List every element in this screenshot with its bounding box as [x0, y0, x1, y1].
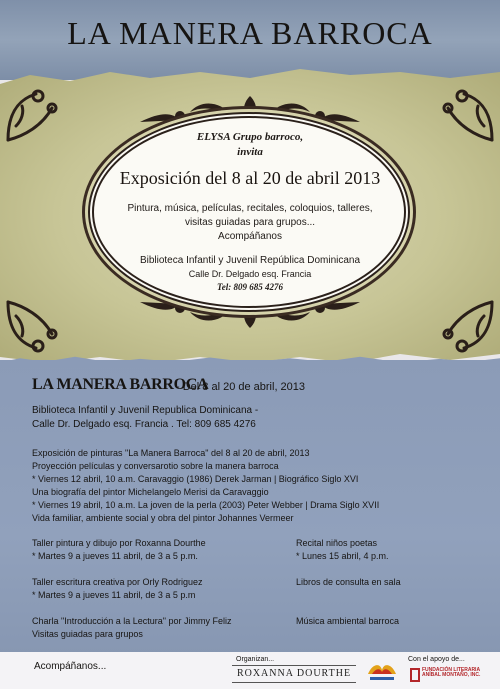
poster-title: LA MANERA BARROCA	[67, 15, 433, 51]
reading-talk: Charla "Introducción a la Lectura" por Jimmy Feliz	[32, 616, 232, 626]
program-dates: - Del 8 al 20 de abril, 2013	[176, 381, 306, 393]
program-line: Exposición de pinturas "La Manera Barroca" del 8 al 20 de abril, 2013	[32, 448, 310, 458]
program-address-line-2: Calle Dr. Delgado esq. Francia . Tel: 809 685 4276	[32, 419, 256, 430]
painting-workshop: Taller pintura y dibujo por Roxanna Dourthe	[32, 538, 206, 548]
flourish-bottom-left-icon	[2, 296, 62, 356]
writing-workshop: Taller escritura creativa por Orly Rodriguez	[32, 577, 203, 587]
guided-visits: Visitas guiadas para grupos	[32, 629, 143, 639]
program-title: LA MANERA BARROCA	[32, 376, 209, 393]
invites-line: invita	[237, 146, 263, 158]
program-line: Vida familiar, ambiente social y obra del pintor Johannes Vermeer	[32, 513, 294, 523]
exhibition-title: Exposición del 8 al 20 de abril 2013	[119, 168, 381, 188]
venue-address: Calle Dr. Delgado esq. Francia	[188, 269, 312, 279]
poetry-recital-schedule: * Lunes 15 abril, 4 p.m.	[296, 551, 389, 561]
footer-acompananos: Acompáñanos...	[34, 661, 107, 672]
foundation-logo-text: FUNDACIÓN LITERARIA ANÍBAL MONTAÑO, INC.	[422, 667, 481, 678]
activities-line-1: Pintura, música, películas, recitales, coloquios, talleres,	[127, 203, 373, 214]
library-logo-icon	[364, 660, 400, 684]
activities-line-3: Acompáñanos	[218, 231, 282, 242]
organizer-logo: ROXANNA DOURTHE	[232, 665, 356, 683]
program-line: * Viernes 12 abril, 10 a.m. Caravaggio (1986) Derek Jarman | Biográfico Siglo XVI	[32, 474, 359, 484]
venue-phone: Tel: 809 685 4276	[217, 282, 283, 292]
writing-workshop-schedule: * Martes 9 a jueves 11 abril, de 3 a 5 p.m	[32, 590, 196, 600]
baroque-music: Música ambiental barroca	[296, 616, 400, 626]
program-address-line-1: Biblioteca Infantil y Juvenil Republica Dominicana -	[32, 405, 259, 416]
support-label: Con el apoyo de...	[408, 656, 465, 663]
organizer-line: ELYSA Grupo barroco,	[196, 131, 304, 143]
venue-name: Biblioteca Infantil y Juvenil República Dominicana	[139, 255, 361, 266]
painting-workshop-schedule: * Martes 9 a jueves 11 abril, de 3 a 5 p.m.	[32, 551, 198, 561]
poetry-recital: Recital niños poetas	[296, 538, 378, 548]
organizers-label: Organizan...	[236, 656, 275, 663]
reference-books: Libros de consulta en sala	[296, 577, 401, 587]
program-line: Proyección películas y conversarotio sobre la manera barroca	[32, 461, 279, 471]
program-line: * Viernes 19 abril, 10 a.m. La joven de la perla (2003) Peter Webber | Drama Siglo XVII	[32, 500, 380, 510]
activities-line-2: visitas guiadas para grupos...	[184, 217, 316, 228]
program-line: Una biografía del pintor Michelangelo Merisi da Caravaggio	[32, 487, 269, 497]
flourish-bottom-right-icon	[438, 296, 498, 356]
